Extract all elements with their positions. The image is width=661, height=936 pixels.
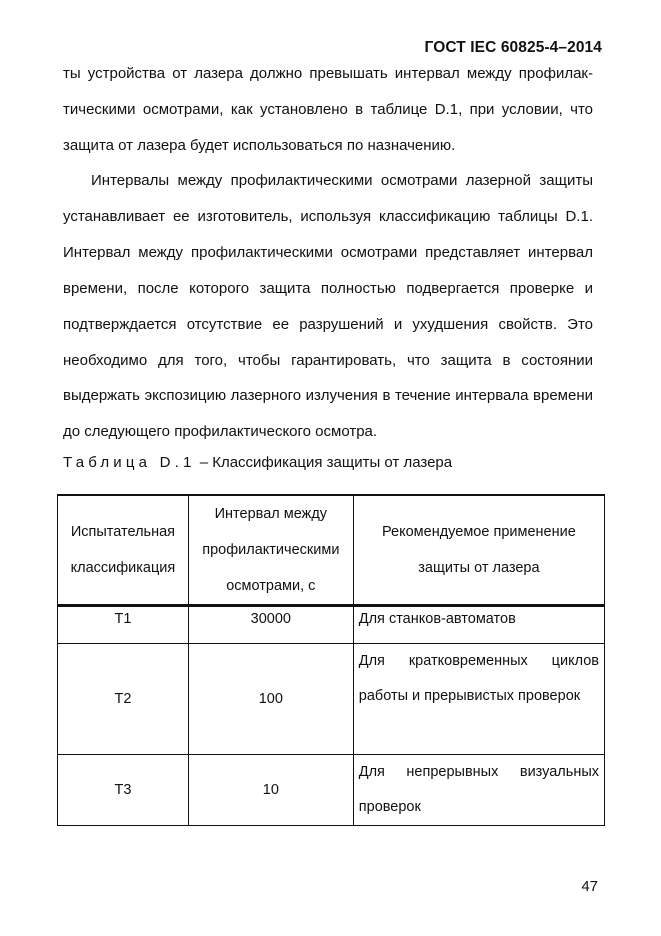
header-classification: Испытательная классификация <box>58 495 189 606</box>
table-caption-text: – Классификация защиты от лазера <box>199 454 453 471</box>
classification-table <box>57 494 605 826</box>
table-header-row <box>58 495 605 606</box>
header-application: Рекомендуемое применение защиты от лазера <box>353 495 604 606</box>
cell-interval: 30000 <box>188 606 353 644</box>
cell-application: Для кратковременных циклов работы и прерывистых проверок <box>353 644 604 755</box>
cell-interval: 100 <box>188 644 353 755</box>
cell-application: Для непрерывных визуальных проверок <box>353 755 604 826</box>
cell-interval: 10 <box>188 755 353 826</box>
cell-class: Т2 <box>58 644 189 755</box>
document-header: ГОСТ IEC 60825-4–2014 <box>424 39 602 56</box>
table-row <box>58 606 605 644</box>
table-row <box>58 644 605 755</box>
page-number: 47 <box>581 878 598 895</box>
table-caption <box>63 454 452 471</box>
cell-application: Для станков-автоматов <box>353 606 604 644</box>
table-caption-label: Таблица D.1 <box>63 454 196 471</box>
cell-class: Т3 <box>58 755 189 826</box>
header-interval: Интервал между профилактическими осмотрами, с <box>188 495 353 606</box>
cell-class: Т1 <box>58 606 189 644</box>
paragraph-1: ты устройства от лазера должно превышать интервал между профилактическими осмотрами, как установлено в таблице D.1, при условии, что защита от лазера будет использоваться по назначению. <box>63 65 593 154</box>
table-row <box>58 755 605 826</box>
paragraph-2: Интервалы между профилактическими осмотрами лазерной защиты устанавливает ее изготовитель, используя классификацию таблицы D.1. Интервал между профилактическими осмотрами представляет интервал времени, после которого защита полностью подвергается проверке и подтверждается отсутствие ее разрушений и ухудшения свойств. Это необходимо для того, чтобы гарантировать, что защита в состоянии выдержать экспозицию лазерного излучения в течение интервала времени до следующего профилактического осмотра. <box>63 172 593 441</box>
